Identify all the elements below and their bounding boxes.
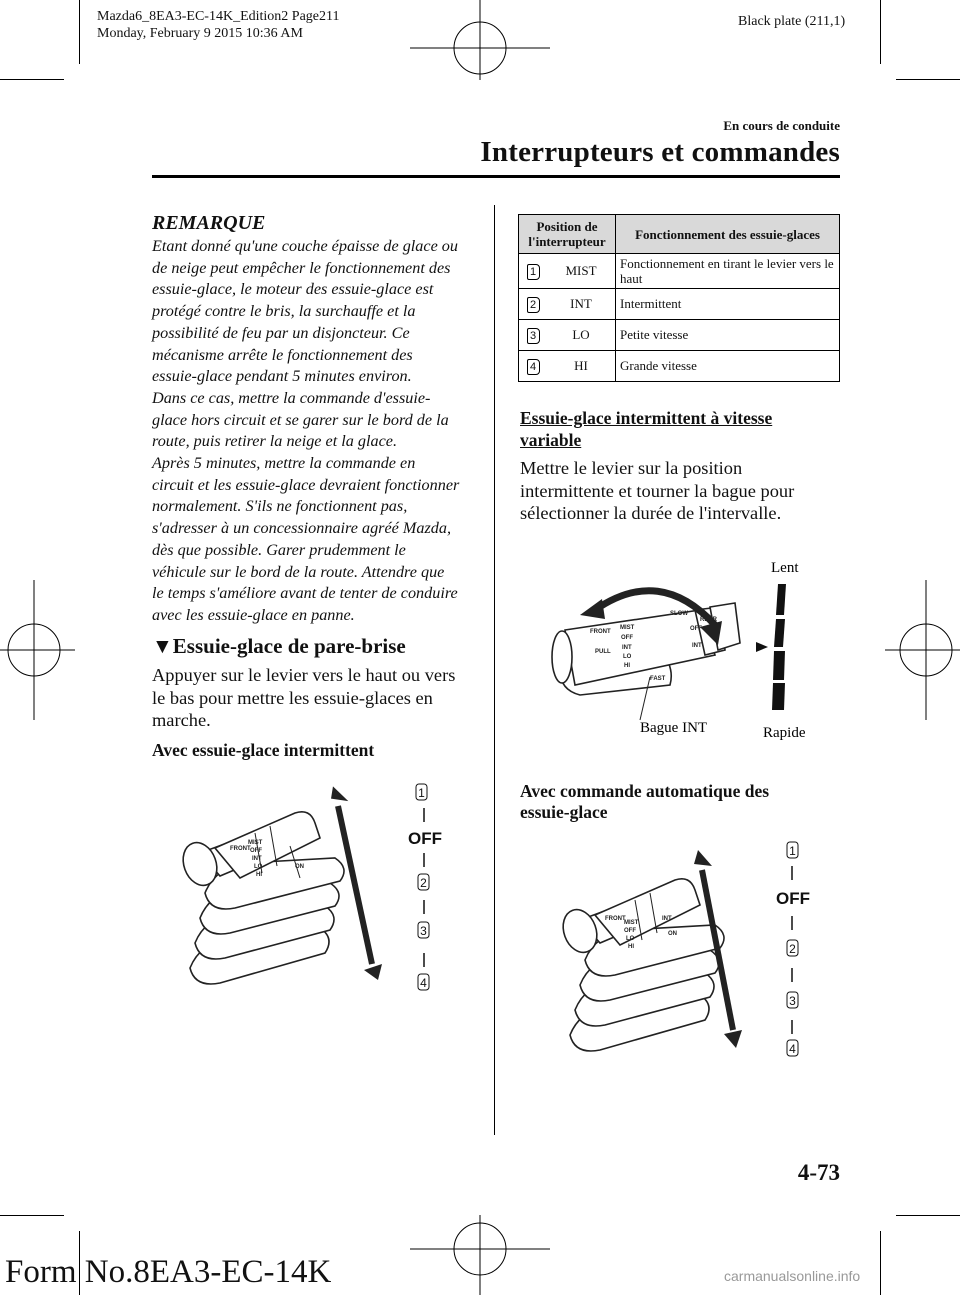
print-date-line: Monday, February 9 2015 10:36 AM	[97, 26, 303, 41]
note-line: avec les essuie-glace en panne.	[152, 605, 355, 624]
registration-mark-top	[410, 0, 550, 80]
table-row	[519, 254, 840, 289]
print-file-line: Mazda6_8EA3-EC-14K_Edition2 Page211	[97, 9, 340, 24]
lever-mark: FRONT	[590, 629, 611, 635]
lever-mark: OFF	[621, 635, 633, 641]
lever-mark: MIST	[624, 920, 639, 926]
lever-mark: INT	[622, 645, 632, 651]
bague-int-label: Bague INT	[640, 720, 708, 736]
position-name: MIST	[565, 263, 597, 278]
lever-mark: HI	[628, 944, 634, 950]
note-line: de neige peut empêcher le fonctionnement des	[152, 258, 451, 277]
variable-intermittent-body: Mettre le levier sur la position intermittente et tourner la bague pour sélectionner la durée de l'intervalle.	[520, 458, 795, 523]
subsection-title: Avec essuie-glace intermittent	[152, 740, 375, 760]
lever-mark: ON	[668, 931, 677, 937]
variable-intermittent-title: Essuie-glace intermittent à vitesse variable	[520, 408, 773, 450]
note-line: route, puis retirer la neige et la glace.	[152, 432, 398, 451]
table-header-row	[519, 215, 840, 254]
lever-mark: FRONT	[230, 846, 251, 852]
section-label: En cours de conduite	[723, 118, 840, 133]
lever-mark: MIST	[248, 840, 263, 846]
print-plate: Black plate (211,1)	[738, 14, 846, 29]
lever-mark: OFF	[690, 626, 702, 632]
position-label: OFF	[408, 829, 442, 848]
lever-mark: FRONT	[605, 916, 626, 922]
function-cell: Grande vitesse	[616, 351, 840, 382]
position-name: INT	[570, 296, 592, 311]
lever-mark: LO	[254, 864, 263, 870]
note-line: glace hors circuit et se garer sur le bord de la	[152, 410, 449, 429]
lever-mark: FAST	[650, 676, 666, 682]
page-number: 4-73	[797, 1160, 840, 1185]
note-line: véhicule sur le bord de la route. Attendre que	[152, 562, 445, 581]
lever-mark: INT	[662, 916, 672, 922]
section-body: Appuyer sur le levier vers le haut ou vers le bas pour mettre les essuie-glaces en marche.	[152, 665, 456, 730]
interval-scale-icon	[756, 584, 786, 710]
table-row	[519, 289, 840, 320]
lever-mark: HI	[624, 663, 630, 669]
position-label: 2	[420, 876, 427, 890]
position-label: 1	[418, 786, 425, 800]
note-title: REMARQUE	[152, 212, 266, 234]
position-label: 1	[789, 844, 796, 858]
function-cell: Petite vitesse	[616, 320, 840, 351]
lever-mark: ON	[295, 864, 304, 870]
position-number: 2	[527, 297, 540, 313]
table-row	[519, 320, 840, 351]
int-ring-figure	[520, 555, 820, 745]
note-line: s'adresser à un concessionnaire agréé Mazda,	[152, 519, 451, 538]
note-line: essuie-glace pendant 5 minutes environ.	[152, 367, 412, 386]
wiper-lever-figure-auto	[550, 840, 825, 1065]
lever-mark: REAR	[700, 617, 718, 623]
note-line: dès que possible. Garer prudemment le	[152, 540, 406, 559]
note-line: circuit et les essuie-glace devraient fonctionner	[152, 475, 460, 494]
note-body	[152, 236, 482, 627]
rapide-label: Rapide	[763, 725, 806, 741]
note-line: possibilité de feu par un disjoncteur. Ce	[152, 323, 410, 342]
note-line: essuie-glace, le moteur des essuie-glace est	[152, 280, 434, 299]
table-header-cell: Fonctionnement des essuie-glaces	[616, 215, 840, 254]
lever-mark: INT	[252, 856, 262, 862]
wiper-lever-figure-intermittent	[160, 778, 460, 1003]
lever-mark: OFF	[250, 848, 262, 854]
position-label: 3	[789, 994, 796, 1008]
lent-label: Lent	[771, 560, 799, 576]
watermark: carmanualsonline.info	[724, 1268, 861, 1284]
note-line: Etant donné qu'une couche épaisse de glace ou	[152, 237, 458, 255]
function-cell: Fonctionnement en tirant le levier vers le haut	[616, 254, 840, 289]
position-number: 1	[527, 264, 540, 280]
note-line: protégé contre le bris, la surchauffe et la	[152, 302, 416, 321]
position-label: 4	[789, 1042, 796, 1056]
note-line: Dans ce cas, mettre la commande d'essuie-	[152, 388, 431, 407]
page-title: Interrupteurs et commandes	[480, 136, 840, 168]
header-rule	[152, 175, 840, 178]
form-number: Form No.8EA3-EC-14K	[5, 1254, 332, 1290]
registration-mark-left	[0, 580, 75, 720]
position-label: 2	[789, 942, 796, 956]
column-divider	[494, 205, 495, 1135]
note-line: le temps s'améliore avant de tenter de conduire	[152, 584, 458, 603]
registration-mark-bottom	[410, 1215, 550, 1295]
position-label: 3	[420, 924, 427, 938]
lever-mark: HI	[256, 872, 262, 878]
double-arrow-icon	[330, 785, 382, 980]
table-header-cell: Position de l'interrupteur	[519, 215, 616, 254]
auto-wiper-title: Avec commande automatique des essuie-glace	[520, 781, 770, 822]
function-cell: Intermittent	[616, 289, 840, 320]
section-heading	[152, 634, 406, 659]
position-name: LO	[572, 327, 590, 342]
lever-mark: PULL	[595, 649, 611, 655]
lever-mark: MIST	[620, 625, 635, 631]
position-number: 4	[527, 359, 540, 375]
note-line: mécanisme arrête le fonctionnement des	[152, 345, 413, 364]
position-label: OFF	[776, 889, 810, 908]
switch-position-table	[518, 214, 840, 382]
lever-mark: SLOW	[670, 611, 688, 617]
note-line: normalement. S'ils ne fonctionnent pas,	[152, 497, 408, 516]
lever-mark: OFF	[624, 928, 636, 934]
table-row	[519, 351, 840, 382]
lever-mark: LO	[626, 936, 635, 942]
note-line: Après 5 minutes, mettre la commande en	[152, 454, 416, 473]
position-label: 4	[420, 976, 427, 990]
lever-mark: INT	[692, 643, 702, 649]
registration-mark-right	[885, 580, 960, 720]
position-name: HI	[574, 358, 588, 373]
section-heading-text: Essuie-glace de pare-brise	[172, 634, 406, 658]
triangle-marker-icon: ▼	[152, 634, 173, 658]
lever-mark: LO	[623, 654, 632, 660]
position-number: 3	[527, 328, 540, 344]
